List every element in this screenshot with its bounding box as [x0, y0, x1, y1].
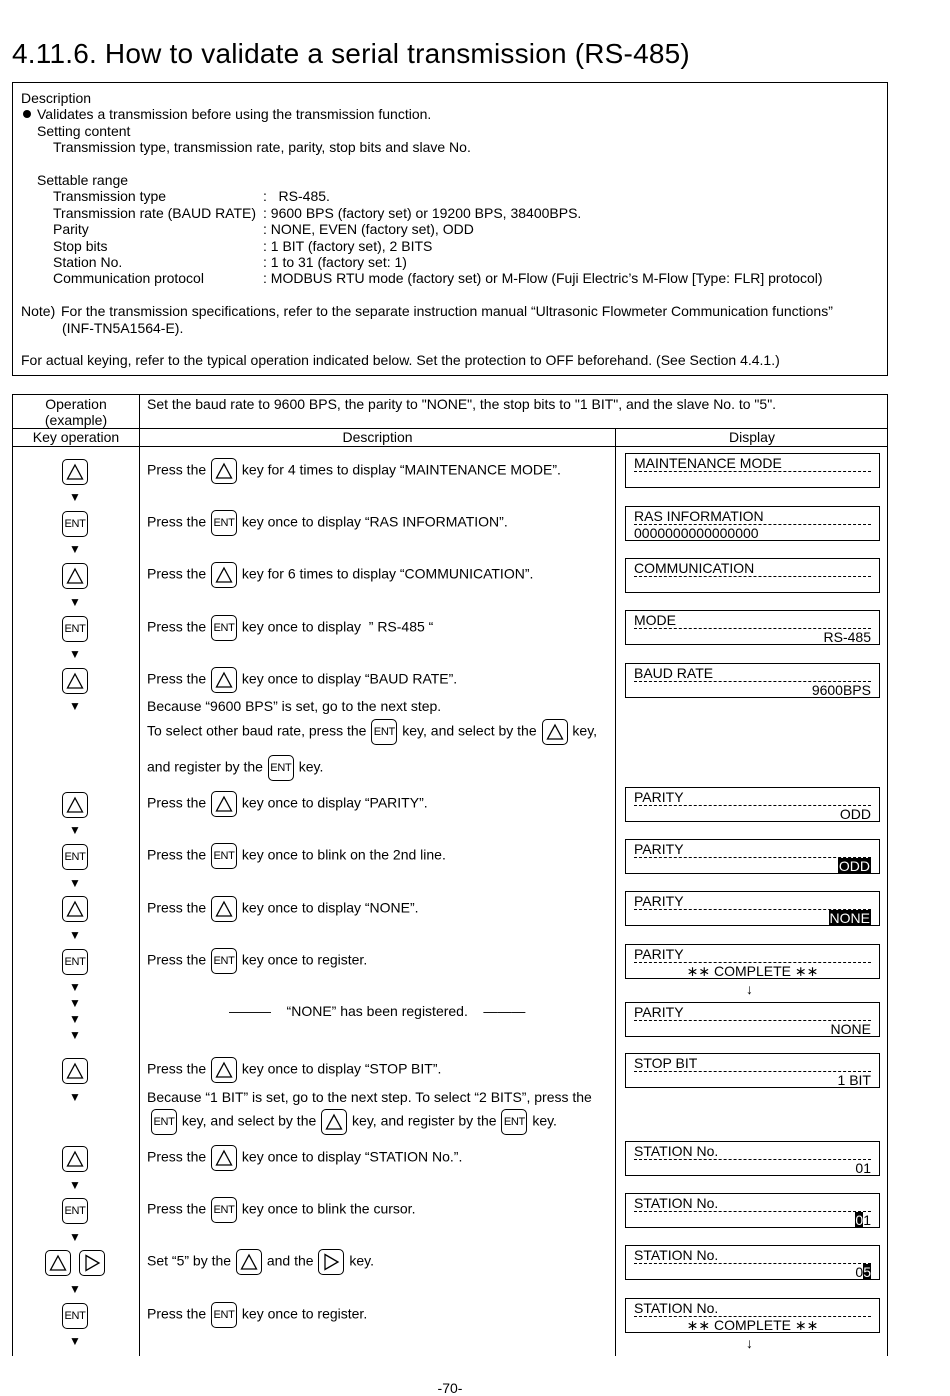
up-key-icon	[211, 667, 237, 693]
settable-range-label: Settable range	[37, 172, 129, 189]
down-arrow-icon: ▼	[69, 1178, 81, 1192]
up-key-icon	[321, 1109, 347, 1135]
operation-example-text: Set the baud rate to 9600 BPS, the parity to "NONE", the stop bits to "1 BIT", and the slave No. to "5".	[147, 396, 777, 412]
display-panel: STATION No. 05	[625, 1245, 880, 1280]
right-key-icon	[79, 1250, 105, 1276]
setting-content-value: Transmission type, transmission rate, parity, stop bits and slave No.	[53, 139, 471, 156]
ent-key-icon: ENT	[211, 1302, 237, 1328]
col-key-operation: Key operation	[32, 429, 120, 445]
up-key-icon	[236, 1249, 262, 1275]
range-row: Station No. : 1 to 31 (factory set: 1)	[53, 254, 407, 271]
description-box	[12, 82, 888, 376]
up-key-icon	[211, 791, 237, 817]
ent-key-icon: ENT	[62, 1198, 88, 1224]
col-description: Description	[342, 429, 413, 445]
ent-key-icon: ENT	[62, 949, 88, 975]
step-5-alt: To select other baud rate, press the ENT key, and select by the key,	[147, 719, 597, 745]
range-row: Transmission type : RS-485.	[53, 188, 330, 205]
step-14-text: Set “5” by the and the key.	[147, 1249, 374, 1275]
display-panel: BAUD RATE 9600BPS	[625, 663, 880, 698]
step-3-text: Press the key for 6 times to display “COMMUNICATION”.	[147, 562, 533, 588]
up-key-icon	[542, 719, 568, 745]
display-panel: PARITY ∗∗ COMPLETE ∗∗	[625, 944, 880, 979]
ent-key-icon: ENT	[151, 1109, 177, 1135]
page-title: 4.11.6. How to validate a serial transmission (RS-485)	[12, 38, 690, 69]
note: Note) For the transmission specifications, refer to the separate instruction manual “Ultrasonic Flowmeter Communication functions” (INF-TN5A1564-E).	[21, 303, 833, 336]
up-key-icon	[62, 1058, 88, 1084]
range-row: Communication protocol : MODBUS RTU mode (factory set) or M-Flow (Fuji Electric’s M-Flow [Type: FLR] protocol)	[53, 270, 823, 287]
display-panel: STOP BIT 1 BIT	[625, 1053, 880, 1088]
display-panel: MAINTENANCE MODE	[625, 453, 880, 488]
range-row: Parity : NONE, EVEN (factory set), ODD	[53, 221, 474, 238]
operation-example-label: Operation (example)	[44, 396, 108, 428]
down-arrow-icon: ▼	[69, 1334, 81, 1348]
right-key-icon	[318, 1249, 344, 1275]
down-arrow-icon: ▼	[69, 490, 81, 504]
ent-key-icon: ENT	[62, 1303, 88, 1329]
up-key-icon	[211, 896, 237, 922]
display-panel: PARITY NONE	[625, 891, 880, 926]
up-key-icon	[211, 562, 237, 588]
step-6-text: Press the key once to display “PARITY”.	[147, 791, 428, 817]
description-bullet: Validates a transmission before using the transmission function.	[21, 106, 879, 122]
step-5-register: and register by the ENT key.	[147, 755, 323, 781]
ent-key-icon: ENT	[501, 1109, 527, 1135]
display-panel: STATION No. 01	[625, 1193, 880, 1228]
cursor-digit: 5	[863, 1264, 871, 1280]
step-12-text: Press the key once to display “STATION No.”.	[147, 1145, 462, 1171]
up-key-icon	[62, 459, 88, 485]
up-key-icon	[62, 792, 88, 818]
step-9-text: Press the ENT key once to register.	[147, 948, 367, 974]
display-panel: PARITY NONE	[625, 1002, 880, 1037]
step-1-text: Press the key for 4 times to display “MAINTENANCE MODE”.	[147, 458, 561, 484]
down-arrow-icon: ▼	[69, 647, 81, 661]
setting-content-label: Setting content	[37, 122, 131, 139]
ent-key-icon: ENT	[211, 843, 237, 869]
display-panel: STATION No. ∗∗ COMPLETE ∗∗	[625, 1298, 880, 1333]
down-arrow-icon: ▼	[69, 823, 81, 837]
up-key-icon	[45, 1250, 71, 1276]
up-key-icon	[62, 563, 88, 589]
up-key-icon	[211, 458, 237, 484]
step-5-text: Press the key once to display “BAUD RATE”.	[147, 667, 457, 693]
down-arrow-icon: ▼	[69, 595, 81, 609]
ent-key-icon: ENT	[62, 511, 88, 537]
display-panel: MODE RS-485	[625, 610, 880, 645]
down-arrow-icon: ▼	[69, 1230, 81, 1244]
description-heading: Description	[21, 90, 92, 106]
step-4-text: Press the ENT key once to display ” RS-485 “	[147, 615, 433, 641]
display-panel: COMMUNICATION	[625, 558, 880, 593]
display-panel: STATION No. 01	[625, 1141, 880, 1176]
up-key-icon	[211, 1057, 237, 1083]
range-row: Stop bits : 1 BIT (factory set), 2 BITS	[53, 237, 433, 254]
up-key-icon	[62, 1146, 88, 1172]
display-panel: RAS INFORMATION 0000000000000000	[625, 506, 880, 541]
ent-key-icon: ENT	[211, 510, 237, 536]
blinking-value: NONE	[829, 910, 870, 926]
step-11-alt: ENT key, and select by the key, and register by the ENT key.	[150, 1109, 557, 1135]
step-11-note: Because “1 BIT” is set, go to the next step. To select “2 BITS”, press the	[147, 1089, 592, 1105]
ent-key-icon: ENT	[62, 844, 88, 870]
ent-key-icon: ENT	[211, 948, 237, 974]
down-arrow-icon: ↓	[746, 1335, 753, 1351]
step-15-text: Press the ENT key once to register.	[147, 1302, 367, 1328]
down-arrow-icon: ▼	[69, 980, 81, 994]
down-arrow-icon: ▼	[69, 1012, 81, 1026]
down-arrow-icon: ▼	[69, 996, 81, 1010]
ent-key-icon: ENT	[211, 1197, 237, 1223]
ent-key-icon: ENT	[211, 615, 237, 641]
up-key-icon	[62, 668, 88, 694]
ent-key-icon: ENT	[62, 616, 88, 642]
ent-key-icon: ENT	[268, 755, 294, 781]
up-key-icon	[211, 1145, 237, 1171]
display-panel: PARITY ODD	[625, 839, 880, 874]
up-key-icon	[62, 896, 88, 922]
ent-key-icon: ENT	[371, 719, 397, 745]
step-8-text: Press the key once to display “NONE”.	[147, 896, 419, 922]
actual-keying-note: For actual keying, refer to the typical operation indicated below. Set the protection to OFF beforehand. (See Section 4.4.1.)	[21, 352, 780, 369]
step-13-text: Press the ENT key once to blink the cursor.	[147, 1197, 415, 1223]
down-arrow-icon: ▼	[69, 542, 81, 556]
range-row: Transmission rate (BAUD RATE) : 9600 BPS (factory set) or 19200 BPS, 38400BPS.	[53, 204, 582, 221]
down-arrow-icon: ▼	[69, 928, 81, 942]
step-2-text: Press the ENT key once to display “RAS INFORMATION”.	[147, 510, 508, 536]
down-arrow-icon: ▼	[69, 1028, 81, 1042]
down-arrow-icon: ↓	[746, 981, 753, 997]
page-number: -70-	[437, 1380, 463, 1396]
blinking-value: ODD	[838, 858, 870, 874]
step-11-text: Press the key once to display “STOP BIT”.	[147, 1057, 441, 1083]
down-arrow-icon: ▼	[69, 876, 81, 890]
down-arrow-icon: ▼	[69, 1090, 81, 1104]
cursor-digit: 0	[855, 1212, 864, 1228]
display-panel: PARITY ODD	[625, 787, 880, 822]
down-arrow-icon: ▼	[69, 699, 81, 713]
col-display: Display	[729, 429, 775, 445]
step-5-note: Because “9600 BPS” is set, go to the next step.	[147, 698, 442, 714]
down-arrow-icon: ▼	[69, 1282, 81, 1296]
step-7-text: Press the ENT key once to blink on the 2nd line.	[147, 843, 446, 869]
registered-note: ——— “NONE” has been registered. ———	[229, 1003, 526, 1019]
